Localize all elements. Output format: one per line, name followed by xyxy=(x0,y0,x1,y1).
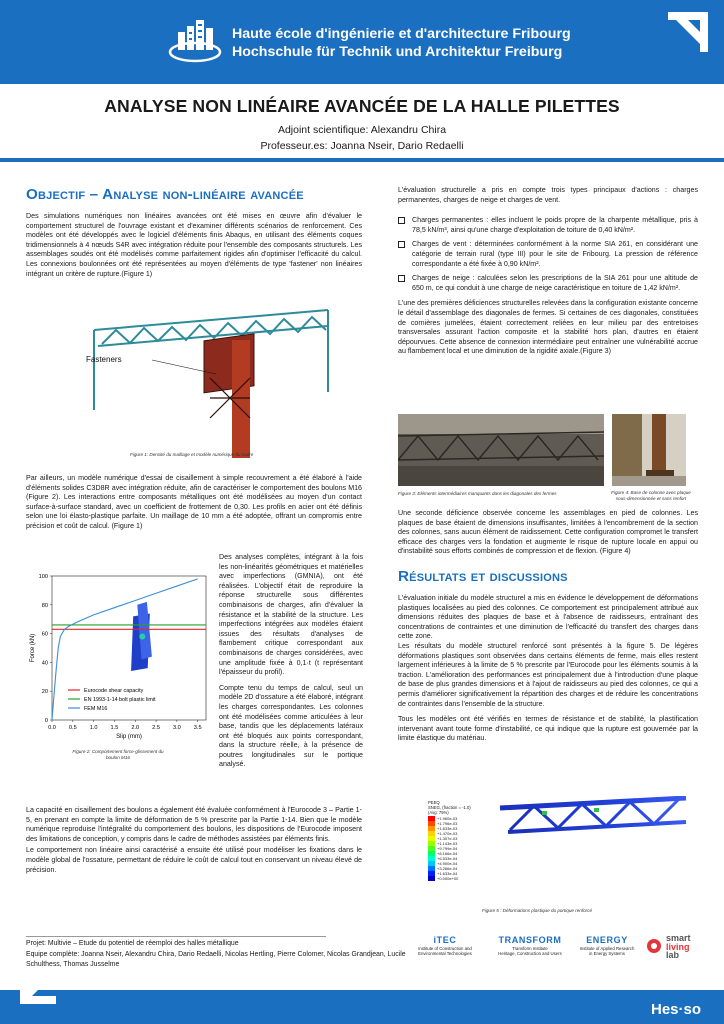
hesso-logo: Hes·so xyxy=(651,1001,702,1018)
fig1-fasteners-label: Fasteners xyxy=(86,355,122,364)
x-tick-label: 1.0 xyxy=(89,725,98,731)
figure2-caption-line2: boulon M16 xyxy=(105,755,130,760)
legend-label: EN 1993-1-14 bolt plastic limit xyxy=(84,697,156,703)
global-model-paragraph: Le comportement non linéaire ainsi caractérisé a ensuite été utilisé pour modéliser les fixations dans le modèle global de l'ossature, permettant de réduire le coût de calcul tout en conservant un niveau élevé de précision. xyxy=(26,846,362,874)
logo-energy: ENERGY Institute of Applied Research in Energy Systems xyxy=(579,935,635,957)
force-slip-chart xyxy=(26,570,212,750)
peeq-legend-value: +1.307e-03 xyxy=(437,836,458,841)
x-tick-label: 2.5 xyxy=(152,725,160,731)
header-band xyxy=(0,0,724,84)
load-item-wind: Charges de vent : déterminées conformément à la norme SIA 261, en considérant une catégorie de terrain rural (type III) pour le site de Fribourg. La pression de référence correspondante a été fixée à 0,90 kN/m². xyxy=(398,240,698,269)
peeq-legend-value: +1.796e-03 xyxy=(437,821,458,826)
logo-smart-living-lab: smart living lab xyxy=(646,934,706,974)
figure2-caption xyxy=(68,749,168,761)
peeq-legend-swatch xyxy=(428,876,435,881)
peeq-legend-value: +1.143e-03 xyxy=(437,841,458,846)
checkbox-icon xyxy=(398,217,405,224)
section-heading-objective: Objectif – Analyse non-linéaire avancée xyxy=(26,186,304,203)
school-name-fr: Haute école d'ingénierie et d'architecture Fribourg xyxy=(232,26,571,42)
diagonal-deficiency-paragraph: L'une des premières déficiences structurelles relevées dans la configuration existante concerne le détail d'assemblage des diagonales de fermes. Si certaines de ces diagonales, constituées de cornières jumelées, étaient correctement reliées en leur milieu par des entretoises transversales assurant l'action composite et la stabilité hors plan, d'autres en étaient dépourvues. Cette absence de connexion intermédiaire peut entraîner une vulnérabilité accrue au flambement local et une diminution de la rigidité axiale.(Figure 3) xyxy=(398,299,698,356)
figure4-caption-line1: Figure 4: Base de colonne avec plaque xyxy=(611,490,691,495)
footer-band xyxy=(0,990,724,1024)
peeq-legend-scale xyxy=(428,816,492,881)
corner-bracket-icon xyxy=(20,968,56,1004)
x-axis-label: Slip (mm) xyxy=(116,734,142,740)
x-tick-label: 0.5 xyxy=(68,725,77,731)
x-tick-label: 1.5 xyxy=(110,725,119,731)
checkbox-icon xyxy=(398,275,405,282)
peeq-legend-value: +8.166e-04 xyxy=(437,851,458,856)
figure3-caption: Figure 3: Eléments intermédiaires manquants dans les diagonales des fermes xyxy=(398,491,557,496)
school-name-de: Hochschule für Technik und Architektur Freiburg xyxy=(232,44,563,60)
y-tick-label: 100 xyxy=(38,574,48,580)
actions-intro: L'évaluation structurelle a pris en compte trois types principaux d'actions : charges permanentes, charges de neige et charges de vent. xyxy=(398,186,698,204)
results-paragraph-2: Les résultats du modèle structurel renforcé sont présentés à la figure 5. De légères déformations plastiques sont observées dans certains éléments de ferme, mais elles restent largement inférieures à la limite de 5 % prescrite par l'Eurocode pour les éléments soumis à la traction. L'amélioration des performances est principalement due à l'introduction d'une plaque de base de plus grandes dimensions et à l'ajout de raidisseurs au pied des colonnes, ce qui a permis d'améliorer significativement la répartition des charges et de réduire les concentrations de contraintes dans l'ensemble de la structure. xyxy=(398,641,698,708)
corner-arrow-icon xyxy=(668,12,708,52)
left-column-bottom xyxy=(26,806,362,875)
x-tick-label: 3.5 xyxy=(193,725,202,731)
right-column xyxy=(398,186,698,357)
y-tick-label: 0 xyxy=(44,718,48,724)
figure5-caption: Figure 5 : Déformations plastique du portique renforcé xyxy=(482,908,593,913)
peeq-legend-value: +1.470e-03 xyxy=(437,831,458,836)
section-heading-results: Résultats et discussions xyxy=(398,567,568,585)
load-item-snow: Charges de neige : calculées selon les prescriptions de la SIA 261 pour une altitude de 650 m, ce qui conduit à une charge de neige caractéristique en toiture de 1,42 kN/m². xyxy=(398,274,698,293)
left-column xyxy=(26,186,362,279)
legend-label: Eurocode shear capacity xyxy=(84,688,144,694)
logo-itec: iTEC Institute of Construction and Environmental Technologies xyxy=(418,935,472,957)
figure1-caption: Figure 1: Densité du maillage et modèle numérique du cadre xyxy=(130,452,254,457)
peeq-legend-value: +6.533e-04 xyxy=(437,856,458,861)
y-tick-label: 20 xyxy=(41,689,48,696)
x-tick-label: 0.0 xyxy=(48,725,56,731)
peeq-legend-value: +1.960e-03 xyxy=(437,816,458,821)
peeq-legend-value: +0.000e+00 xyxy=(437,876,459,881)
peeq-legend-row xyxy=(428,876,492,881)
legend-label: FEM M16 xyxy=(84,706,108,712)
bolt-model-paragraph: Par ailleurs, un modèle numérique d'essai de cisaillement à simple recouvrement a été élaboré à l'aide d'éléments solides C3D8R avec intégration réduite, afin de caractériser le comportement des boulons M16 (Figure 2). Les interactions entre composants métalliques ont été modélisées au moyen d'un contact surface-à-surface standard, avec un coefficient de frottement de 0,30. Les profils en acier ont été définis selon une loi élasto-plastique parfaite. Un maillage de 10 mm a été adoptée, offrant un compromis entre précision et coût de calcul. (Figure 1) xyxy=(26,474,362,530)
peeq-legend-value: +3.266e-04 xyxy=(437,866,458,871)
logo-transform: TRANSFORM Transform Institute Heritage, Construction and Users xyxy=(498,935,562,957)
footer-team: Equipe complète: Joanna Nseir, Alexandru Chira, Dario Redaelli, Nicolas Hertling, Pierre Colomer, Nicolas Grandjean, Lucile Schulthess, Thomas Jusselme xyxy=(26,951,406,968)
peeq-legend-head: PEEQ SNEG, (fraction = -1.0) (Avg: 75%) xyxy=(428,800,471,815)
load-item-permanent: Charges permanentes : elles incluent le poids propre de la charpente métallique, pris à 78,5 kN/m³, ainsi qu'une charge d'exploitation de toiture de 0,40 kN/m². xyxy=(398,216,698,235)
y-axis-label: Force (kN) xyxy=(30,633,36,663)
figure4-column-base-photo xyxy=(612,414,686,486)
smart-lab-icon xyxy=(646,938,662,954)
poster-subtitle-assistant: Adjoint scientifique: Alexandru Chira xyxy=(277,124,447,136)
y-tick-label: 60 xyxy=(41,631,48,638)
column-base-deficiency-paragraph: Une seconde déficience observée concerne les assemblages en pied de colonnes. Les plaques de base étaient de dimensions insuffisantes, limitées à l'encombrement de la section des colonnes, sans aucun élément de raidissement. Cette configuration compromet le transfert efficace des charges vers la fondation et augmente le risque de rupture locale en appui ou d'instabilité sous efforts combinés de compression et de flexion. (Figure 4) xyxy=(398,509,698,556)
right-column-mid xyxy=(398,509,698,744)
footer-credits xyxy=(26,939,406,969)
x-tick-label: 3.0 xyxy=(172,725,181,731)
left-column-side xyxy=(219,553,363,770)
checkbox-icon xyxy=(398,241,405,248)
frame-model-paragraph: Compte tenu du temps de calcul, seul un modèle 2D d'ossature a été élaboré, intégrant les charges correspondantes. Les colonnes ont été modélisées comme articulées à leur base, tandis que les déplacements latéraux ont été bloqués aux points correspondant, dans la structure réelle, à la présence de poutres longitudinales sur le portique analysé. xyxy=(219,683,363,769)
objective-paragraph: Des simulations numériques non linéaires avancées ont été mises en œuvre afin d'évaluer le comportement structurel de l'ouvrage existant et d'examiner différents scénarios de renforcement. Ces modèles ont été développés avec le logiciel d'éléments finis Abaqus, en utilisant des éléments coques tridimensionnels à 4 nœuds S4R avec intégration réduite pour l'ensemble des composants structurels. Les assemblages soudés ont été modélisés comme parfaitement rigides afin d'optimiser l'efficacité du calcul. Les connexions boulonnées ont été représentées au moyen d'éléments de type 'fastener' non linéaires intégrant un critère de rupture.(Figure 1) xyxy=(26,212,362,278)
peeq-legend xyxy=(428,800,492,886)
peeq-legend-value: +1.633e-04 xyxy=(437,871,458,876)
figure2-caption-line1: Figure 2: Comportement force-glissement du xyxy=(72,749,164,754)
school-name xyxy=(232,25,571,61)
title-divider xyxy=(0,158,724,162)
shear-capacity-paragraph: La capacité en cisaillement des boulons a également été évaluée conformément à l'Eurocode 3 – Partie 1-5, en prenant en compte la limite de déformation de 5 % prescrite par la Partie 1-14. Bien que le modèle numérique reproduise l'intégralité du comportement des boulons, les dispositions de l'Eurocode imposent des limitations de conception, y compris dans le cadre de méthodes assistées par éléments finis. xyxy=(26,806,362,843)
peeq-legend-value: +9.799e-04 xyxy=(437,846,458,851)
figure4-caption-line2: sous-dimensionnée et sans renfort xyxy=(615,496,687,501)
footer-project: Projet: Multivie – Etude du potentiel de réemploi des halles métallique xyxy=(26,940,239,947)
y-tick-label: 80 xyxy=(41,602,48,609)
poster-title: ANALYSE NON LINÉAIRE AVANCÉE DE LA HALLE PILETTES xyxy=(104,96,620,116)
left-column-para2 xyxy=(26,474,362,532)
results-paragraph-3: Tous les modèles ont été vérifiés en termes de résistance et de stabilité, la plastification intervenant avant toute forme d'instabilité, ce qui indique que la rupture est gouvernée par la limite élastique du matériau. xyxy=(398,715,698,743)
figure-frame-model xyxy=(82,300,344,460)
x-tick-label: 2.0 xyxy=(131,725,140,731)
y-tick-label: 40 xyxy=(41,660,48,667)
load-list xyxy=(398,216,698,293)
peeq-legend-value: +1.633e-03 xyxy=(437,826,458,831)
results-paragraph-1: L'évaluation initiale du modèle structurel a mis en évidence le développement de déformations plastiques localisées au pied des colonnes. Ce comportement est principalement attribué aux dimensions réduites des plaques de base et à l'absence de raidisseurs, entraînant des concentrations de contraintes et une diminution de l'efficacité du transfert des charges dans cette zone. xyxy=(398,593,698,641)
figure4-caption xyxy=(606,490,696,502)
footer-divider xyxy=(26,936,326,937)
school-logo-icon xyxy=(168,12,230,68)
poster-subtitle-professors: Professeur.es: Joanna Nseir, Dario Redaelli xyxy=(260,140,464,152)
figure5-deformed-frame xyxy=(498,796,688,900)
bolt-specimen-bolt xyxy=(139,633,145,639)
figure3-truss-photo xyxy=(398,414,604,486)
gmnia-paragraph: Des analyses complètes, intégrant à la fois les non-linéarités géométriques et matérielles avec imperfections (GMNIA), ont été réalisées. L'objectif était de reproduire la réponse structurelle sous différentes combinaisons de charges, afin d'évaluer la résistance et la stabilité de la structure. Les imperfections intégrées aux modèles étaient issues des résultats d'analyses de flambement critique correspondant aux combinaisons de charges considérées, avec une amplitude fixée à 0,1·t (t représentant l'épaisseur du profil). xyxy=(219,553,363,677)
peeq-legend-value: +4.900e-04 xyxy=(437,861,458,866)
